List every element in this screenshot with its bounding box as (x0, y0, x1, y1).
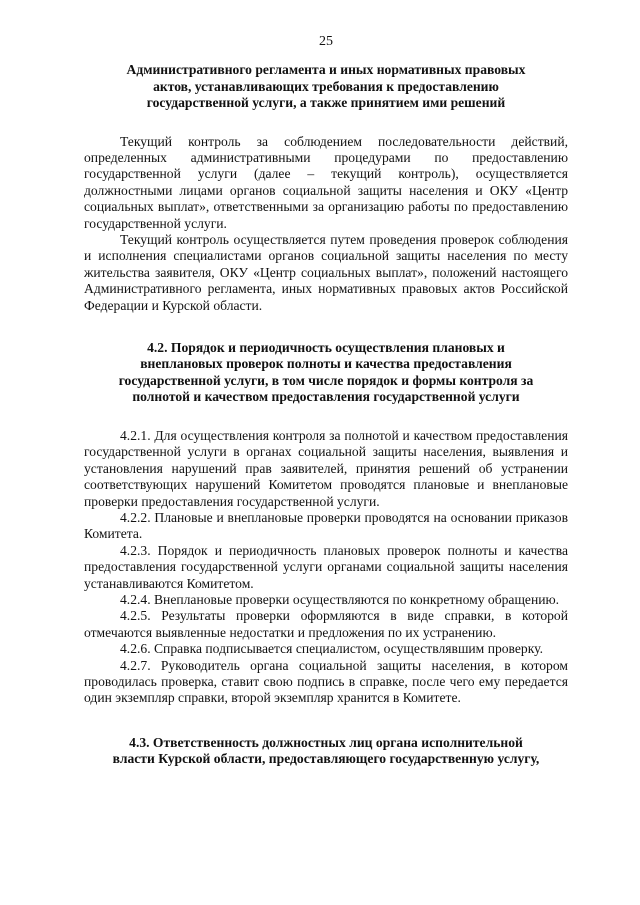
heading-line: государственной услуги, в том числе порядок и формы контроля за (118, 372, 534, 388)
heading-line: актов, устанавливающих требования к предоставлению (153, 78, 499, 94)
paragraph-current-control: Текущий контроль за соблюдением последовательности действий, определенных административными процедурами по предоставлению государственной услуги (далее – текущий контроль), осуществляется должностными лицами органов социальной защиты населения и ОКУ «Центр социальных выплат», ответственными за организацию работы по предоставлению государственной услуги. (84, 133, 568, 231)
section-4-1-heading-tail (84, 62, 568, 112)
paragraph-4-2-1: 4.2.1. Для осуществления контроля за полнотой и качеством предоставления государственной услуги в органах социальной защиты населения, выявления и установления нарушений прав заявителей, принятия решений об устранении соответствующих нарушений Комитетом проводятся плановые и внеплановые проверки предоставления государственной услуги. (84, 427, 568, 509)
heading-line: Административного регламента и иных нормативных правовых (126, 62, 526, 77)
heading-line: власти Курской области, предоставляющего государственную услугу, (112, 751, 540, 767)
heading-line: внеплановых проверок полноты и качества предоставления (140, 356, 512, 372)
paragraph-4-2-4: 4.2.4. Внеплановые проверки осуществляются по конкретному обращению. (120, 592, 560, 608)
heading-line: полнотой и качеством предоставления государственной услуги (132, 389, 520, 405)
heading-line: 4.3. Ответственность должностных лиц органа исполнительной (129, 734, 523, 750)
page-number: 25 (319, 34, 333, 49)
paragraph-4-2-3: 4.2.3. Порядок и периодичность плановых проверок полноты и качества предоставления государственной услуги органами социальной защиты населения устанавливаются Комитетом. (84, 542, 568, 591)
paragraph-4-2-2: 4.2.2. Плановые и внеплановые проверки проводятся на основании приказов Комитета. (84, 510, 568, 542)
heading-line: государственной услуги, а также принятием ими решений (146, 95, 506, 110)
heading-line: 4.2. Порядок и периодичность осуществления плановых и (147, 339, 505, 355)
paragraph-current-control-method: Текущий контроль осуществляется путем проведения проверок соблюдения и исполнения специалистами органов социальной защиты населения по месту жительства заявителя, ОКУ «Центр социальных выплат», положений настоящего Административного регламента, иных нормативных правовых актов Российской Федерации и Курской области. (84, 231, 568, 313)
paragraph-4-2-7: 4.2.7. Руководитель органа социальной защиты населения, в котором проводилась проверка, ставит свою подпись в справке, после чего ему передается один экземпляр справки, второй экземпляр хранится в Комитете. (84, 657, 568, 706)
paragraph-4-2-5: 4.2.5. Результаты проверки оформляются в виде справки, в которой отмечаются выявленные недостатки и предложения по их устранению. (84, 608, 568, 640)
section-4-3-heading (84, 735, 568, 768)
paragraph-4-2-6: 4.2.6. Справка подписывается специалистом, осуществлявшим проверку. (120, 641, 543, 657)
section-4-2-heading (84, 340, 568, 406)
